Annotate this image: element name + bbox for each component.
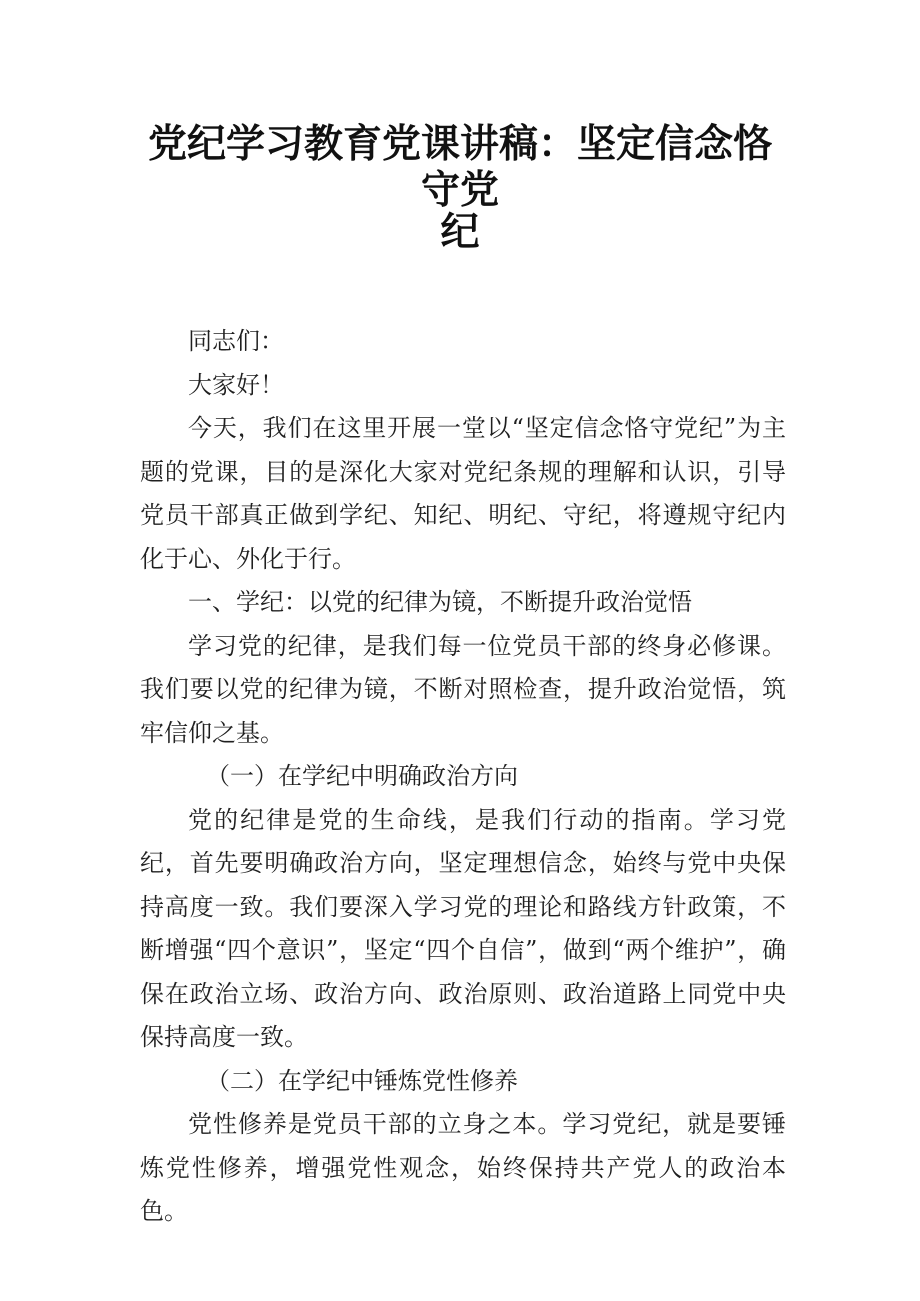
greeting: 大家好！ (188, 370, 284, 399)
subsection-heading-2: （二）在学纪中锤炼党性修养 (206, 1066, 518, 1095)
subsection-1-paragraph: 党的纪律是党的生命线，是我们行动的指南。学习党纪，首先要明确政治方向，坚定理想信念，始终与党中央保持高度一致。我们要深入学习党的理论和路线方针政策，不断增强“四个意识”，坚定“四个自信”，做到“两个维护”，确保在政治立场、政治方向、政治原则、政治道路上同党中央保持高度一致。 (140, 805, 786, 1051)
section-1-paragraph: 学习党的纪律，是我们每一位党员干部的终身必修课。我们要以党的纪律为镜，不断对照检查，提升政治觉悟，筑牢信仰之基。 (140, 631, 786, 747)
intro-paragraph: 今天，我们在这里开展一堂以“坚定信念恪守党纪”为主题的党课，目的是深化大家对党纪条规的理解和认识，引导党员干部真正做到学纪、知纪、明纪、守纪，将遵规守纪内化于心、外化于行。 (140, 414, 786, 573)
salutation: 同志们： (188, 327, 284, 355)
document-body (140, 320, 786, 1234)
subsection-heading-1: （一）在学纪中明确政治方向 (206, 762, 518, 790)
document-title-line-1: 党纪学习教育党课讲稿：坚定信念恪守党 (147, 122, 772, 213)
document-title-line-2: 纪 (440, 210, 480, 255)
subsection-2-paragraph: 党性修养是党员干部的立身之本。学习党纪，就是要锤炼党性修养，增强党性观念，始终保持共产党人的政治本色。 (140, 1110, 786, 1225)
section-heading-1: 一、学纪：以党的纪律为镜，不断提升政治觉悟 (188, 588, 692, 616)
